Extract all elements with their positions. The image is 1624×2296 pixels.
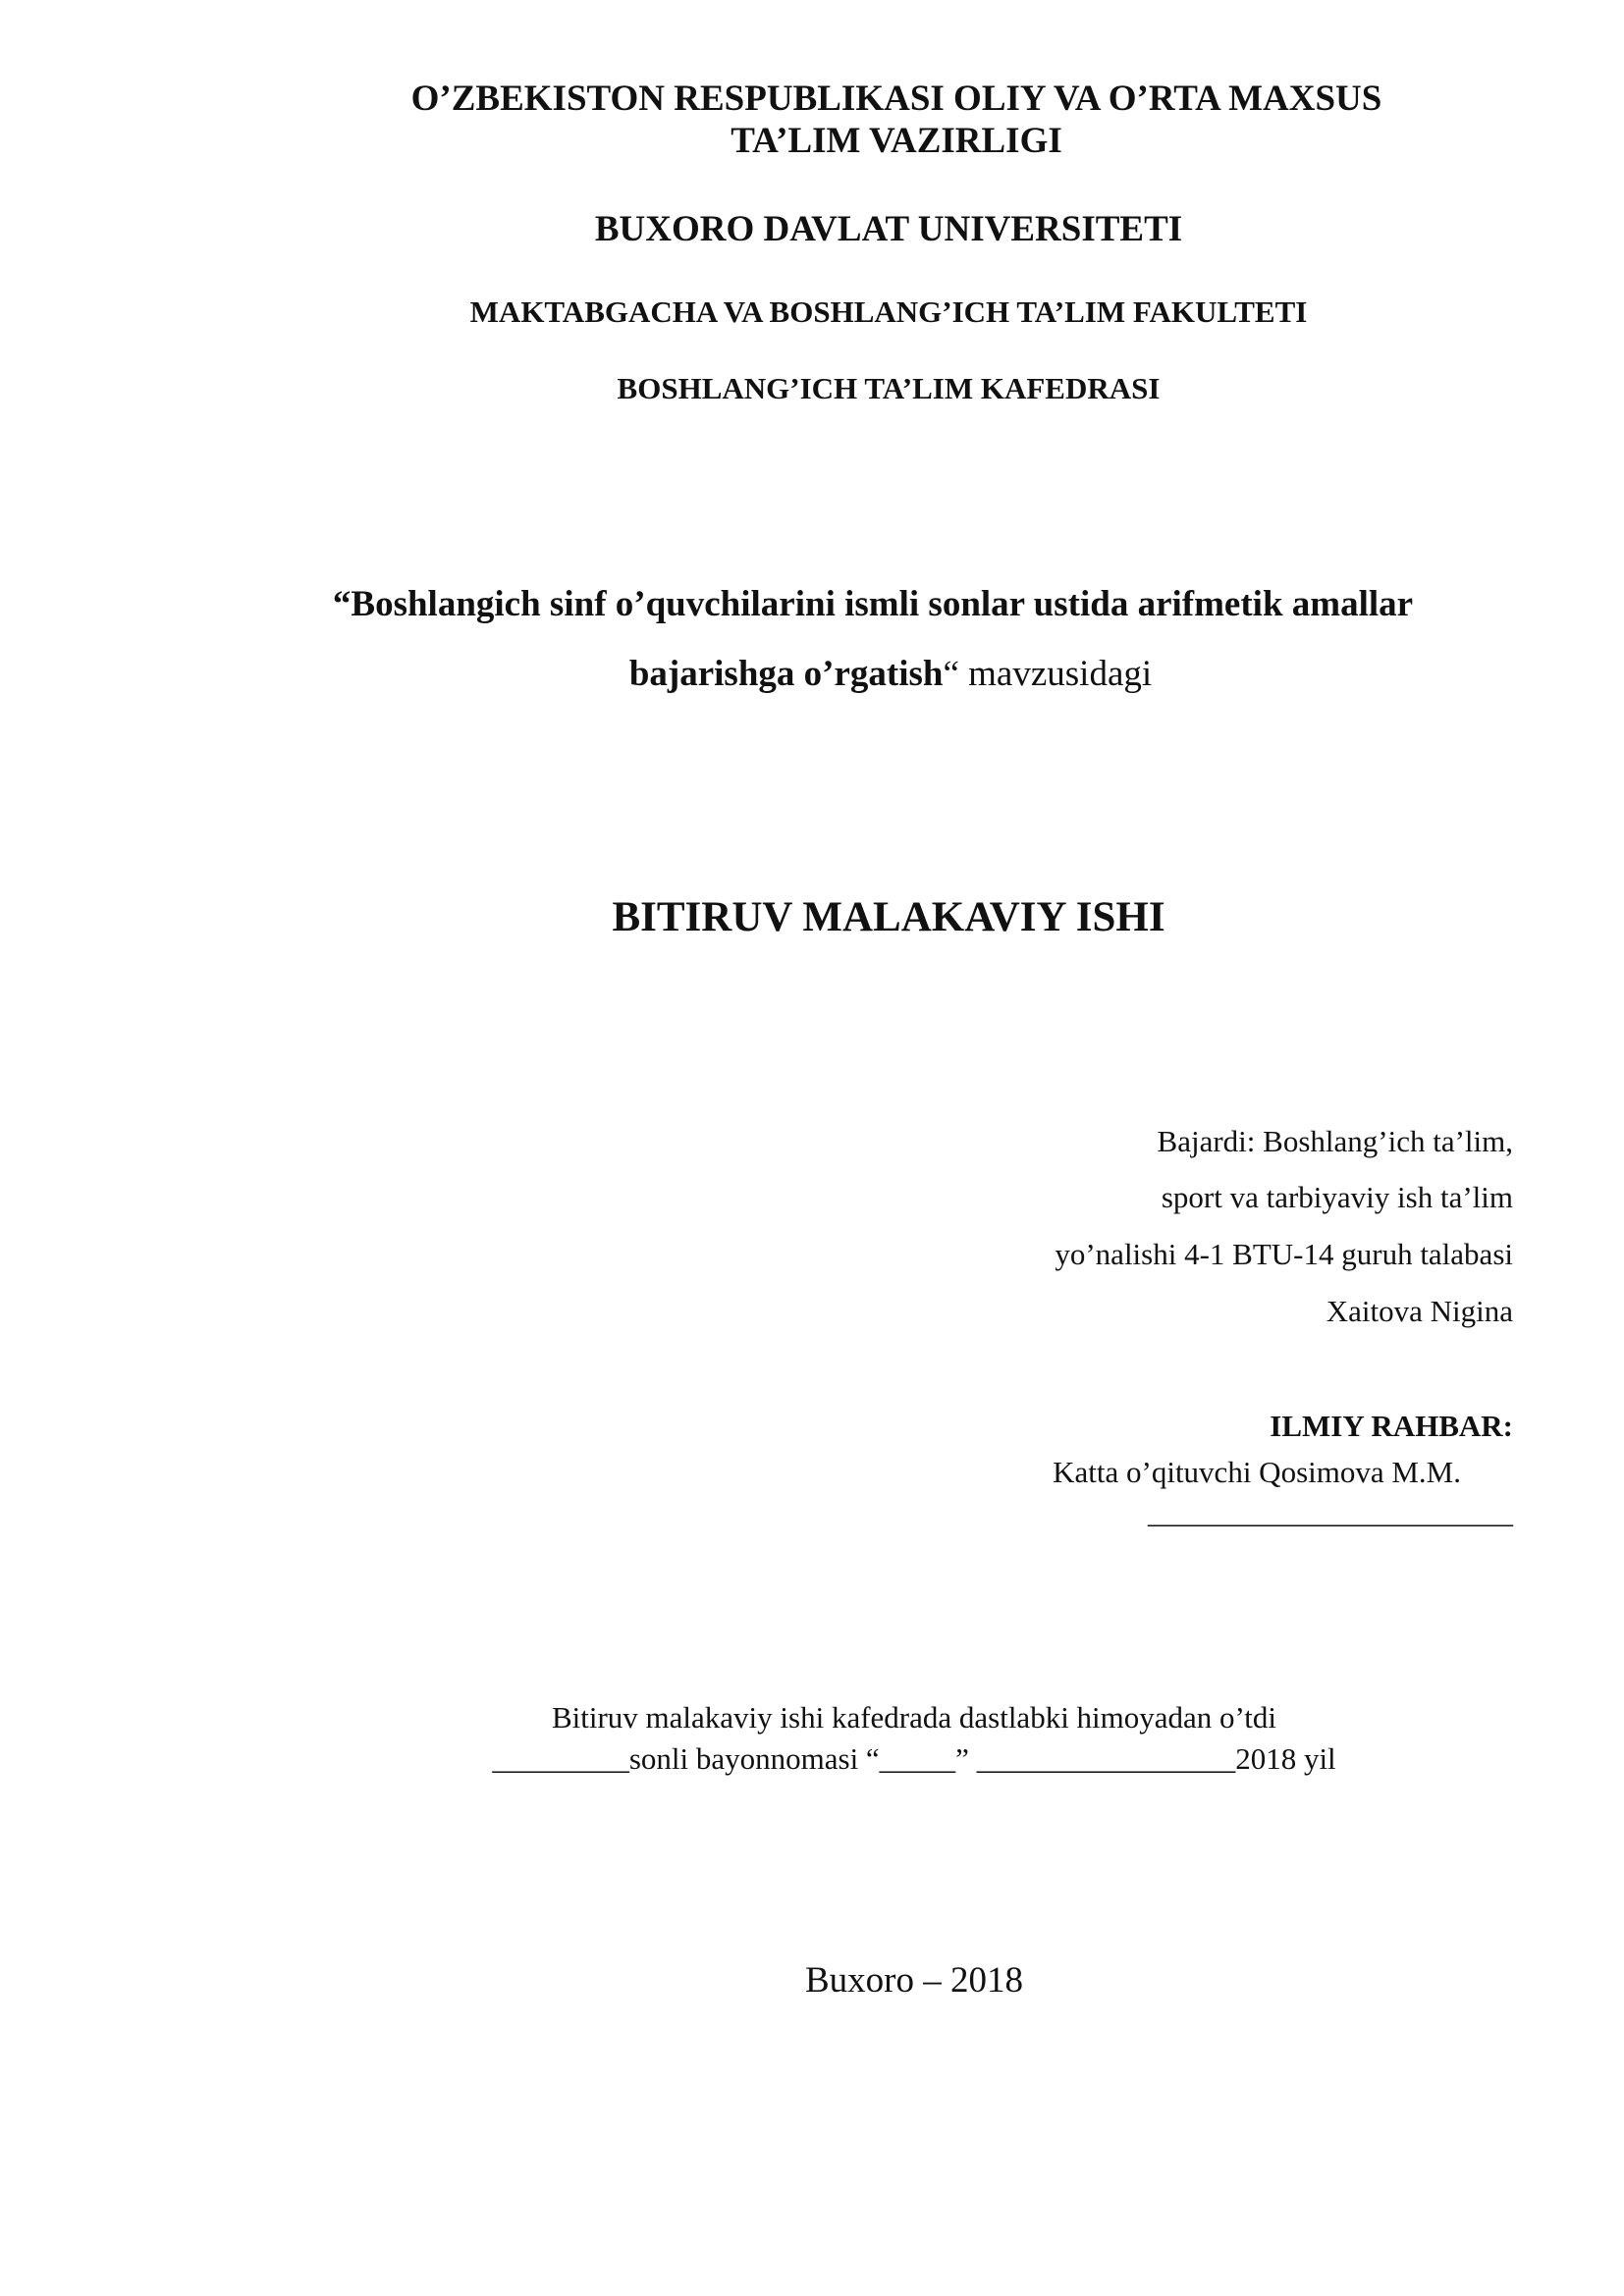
work-title: BITIRUV MALAKAVIY ISHI [612, 894, 1165, 940]
topic-line-2-bold: bajarishga o’rgatish [628, 654, 944, 694]
university-name: BUXORO DAVLAT UNIVERSITETI [594, 209, 1183, 249]
topic-line-2 [79, 656, 1624, 692]
supervisor-name: Katta o’qituvchi Qosimova M.M. [1053, 1455, 1461, 1489]
signature-line: ________________________ [1148, 1495, 1513, 1529]
faculty-name: MAKTABGACHA VA BOSHLANG’ICH TA’LIM FAKULTETI [469, 294, 1308, 329]
author-line-1: Bajardi: Boshlang’ich ta’lim, [1157, 1124, 1513, 1158]
ministry-line-2: TA’LIM VAZIRLIGI [731, 121, 1062, 161]
author-line-2: sport va tarbiyaviy ish ta’lim [1161, 1180, 1513, 1214]
city-year: Buxoro – 2018 [805, 1960, 1023, 2001]
defense-line-2: _________sonli bayonnomasi “_____” _________________2018 yil [492, 1741, 1336, 1776]
topic-line-1: “Boshlangich sinf o’quvchilarini ismli sonlar ustida arifmetik amallar [332, 584, 1414, 624]
topic-line-2-rest: “ mavzusidagi [943, 654, 1153, 694]
supervisor-heading: ILMIY RAHBAR: [1270, 1409, 1513, 1443]
author-name: Xaitova Nigina [1326, 1294, 1513, 1328]
ministry-line-1: O’ZBEKISTON RESPUBLIKASI OLIY VA O’RTA MAXSUS [410, 79, 1382, 119]
defense-line-1: Bitiruv malakaviy ishi kafedrada dastlabki himoyadan o’tdi [551, 1700, 1277, 1735]
department-name: BOSHLANG’ICH TA’LIM KAFEDRASI [617, 371, 1161, 405]
author-line-3: yo’nalishi 4-1 BTU-14 guruh talabasi [1055, 1237, 1513, 1271]
